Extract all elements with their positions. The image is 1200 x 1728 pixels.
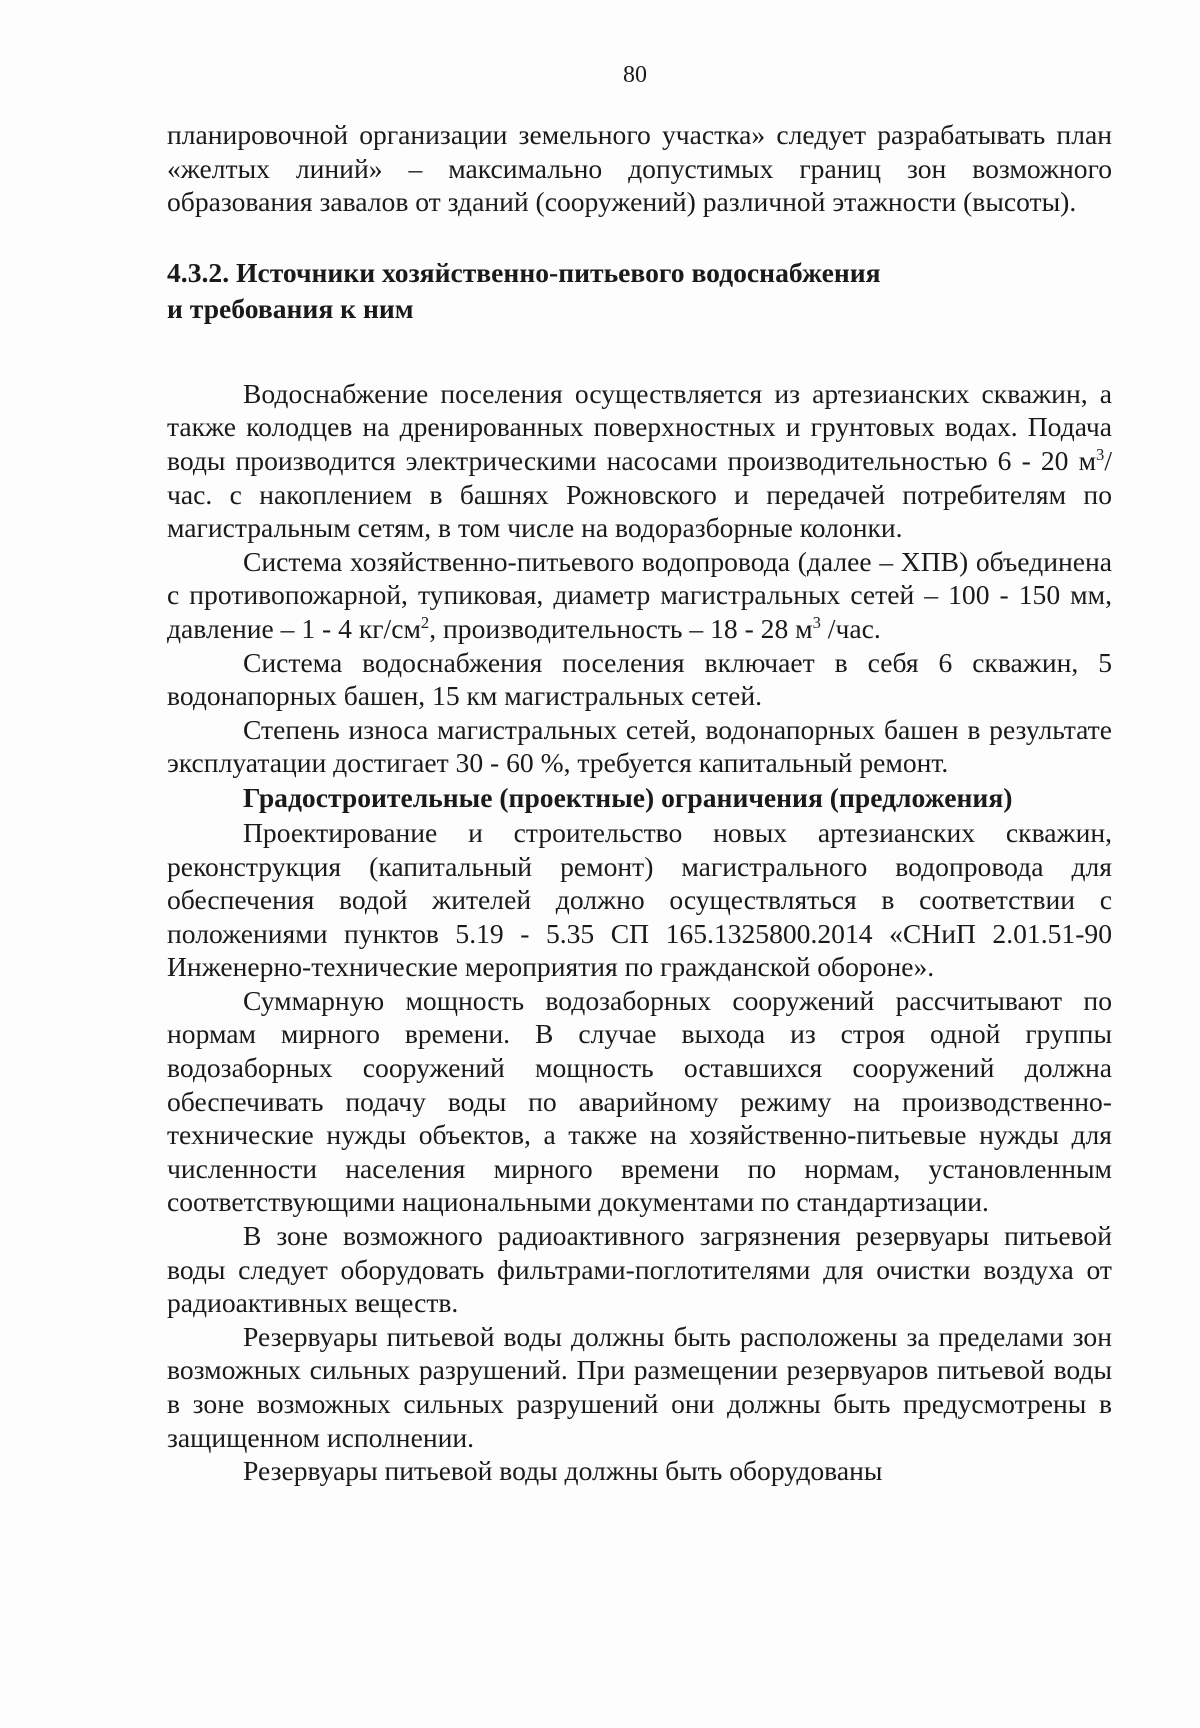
superscript: 3: [1096, 444, 1105, 464]
superscript: 3: [812, 612, 821, 632]
paragraph-continuation: планировочной организации земельного участка» следует разрабатывать план «желтых линий» – максимально допустимых границ зон возможного образования завалов от зданий (сооружений) различной этажности (высоты).: [167, 119, 1112, 218]
page-number: 80: [623, 62, 647, 88]
section-heading-line-1: 4.3.2. Источники хозяйственно-питьевого водоснабжения: [167, 256, 881, 288]
paragraph-text: /час.: [820, 612, 881, 644]
paragraph-wear-degree: Степень износа магистральных сетей, водонапорных башен в результате эксплуатации достигает 30 - 60 %, требуется капитальный ремонт.: [167, 713, 1112, 779]
paragraph-text: , производительность – 18 - 28 м: [429, 612, 813, 644]
paragraph-reservoir-location: Резервуары питьевой воды должны быть расположены за пределами зон возможных сильных разрушений. При размещении резервуаров питьевой воды в зоне возможных сильных разрушений они должны быть предусмотрены в защищенном исполнении.: [167, 1320, 1112, 1453]
paragraph-text: /час. с накоплением в башнях Рожновского и передачей потребителям по магистральным сетям, в том числе на водоразборные колонки.: [167, 444, 1112, 544]
paragraph-hpv-system: [167, 545, 1112, 646]
paragraph-radioactive-zone: В зоне возможного радиоактивного загрязнения резервуары питьевой воды следует оборудовать фильтрами-поглотителями для очистки воздуха от радиоактивных веществ.: [167, 1220, 1112, 1319]
paragraph-design-construction: Проектирование и строительство новых артезианских скважин, реконструкция (капитальный ремонт) магистрального водопровода для обеспечения водой жителей должно осуществляться в соответствии с положениями пунктов 5.19 - 5.35 СП 165.1325800.2014 «СНиП 2.01.51-90 Инженерно-технические мероприятия по гражданской обороне».: [167, 816, 1112, 983]
superscript: 2: [420, 612, 430, 632]
section-heading-line-2: и требования к ним: [167, 292, 414, 324]
paragraph-system-composition: Система водоснабжения поселения включает в себя 6 скважин, 5 водонапорных башен, 15 км магистральных сетей.: [167, 646, 1112, 712]
paragraph-water-supply: [167, 377, 1112, 545]
paragraph-text: Система хозяйственно-питьевого водопровода (далее – ХПВ) объединена с противопожарной, тупиковая, диаметр магистральных сетей – 100 - 150 мм, давление – 1 - 4 кг/см: [167, 545, 1112, 644]
section-heading: [167, 255, 1112, 327]
paragraph-capacity: Суммарную мощность водозаборных сооружений рассчитывают по нормам мирного времени. В случае выхода из строя одной группы водозаборных сооружений мощность оставшихся сооружений должна обеспечивать подачу воды по аварийному режиму на производственно-технические нужды объектов, а также на хозяйственно-питьевые нужды для численности населения мирного времени по нормам, установленным соответствующими национальными документами по стандартизации.: [167, 984, 1112, 1218]
document-body: [167, 118, 1112, 1488]
paragraph-reservoir-equipment: Резервуары питьевой воды должны быть оборудованы: [243, 1455, 883, 1487]
subsection-heading: Градостроительные (проектные) ограничения (предложения): [243, 781, 1013, 813]
paragraph-text: Водоснабжение поселения осуществляется из артезианских скважин, а также колодцев на дренированных поверхностных и грунтовых водах. Подача воды производится электрическими насосами производительностью 6 - 20 м: [167, 377, 1112, 476]
